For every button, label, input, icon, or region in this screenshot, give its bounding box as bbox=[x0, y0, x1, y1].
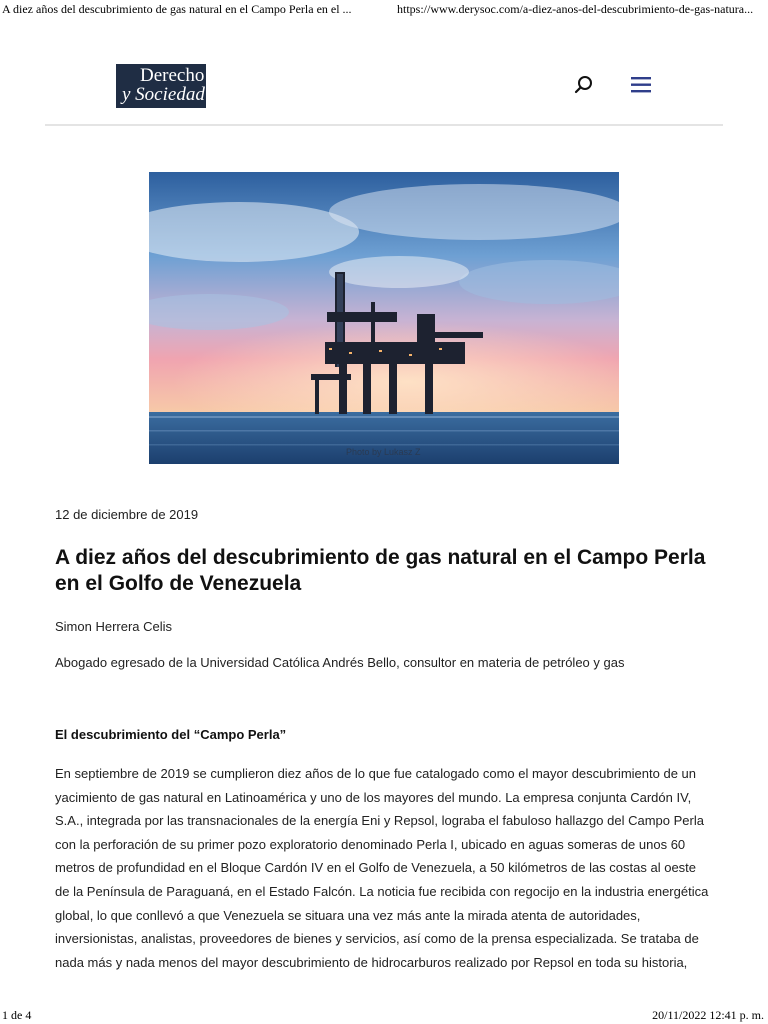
paragraph-line: con la perforación de su primer pozo exploratorio denominado Perla I, ubicado en aguas someras de unos 60 bbox=[55, 836, 686, 852]
print-page-number: 1 de 4 bbox=[2, 1008, 32, 1022]
article-author[interactable]: Simon Herrera Celis bbox=[55, 619, 173, 634]
oil-platform-photo bbox=[149, 172, 619, 464]
photo-credit: Photo by Lukasz Z bbox=[346, 447, 421, 457]
paragraph-line: yacimiento de gas natural en Latinoamérica y uno de los mayores del mundo. La empresa conjunta Cardón IV, bbox=[55, 789, 692, 805]
site-logo[interactable] bbox=[116, 64, 206, 108]
logo-line-1: Derecho bbox=[140, 65, 205, 86]
hero-image bbox=[149, 172, 619, 464]
paragraph-line: global, lo que conllevó a que Venezuela se situara una vez más ante la mirada atenta de autoridades, bbox=[55, 907, 641, 923]
logo-line-2: y Sociedad bbox=[122, 84, 205, 105]
print-header bbox=[0, 0, 768, 20]
article-title: A diez años del descubrimiento de gas natural en el Campo Perla en el Golfo de Venezuela bbox=[55, 546, 706, 595]
hamburger-menu-icon bbox=[629, 74, 653, 96]
article-date: 12 de diciembre de 2019 bbox=[55, 507, 199, 522]
menu-button[interactable] bbox=[629, 74, 653, 96]
author-bio: Abogado egresado de la Universidad Católica Andrés Bello, consultor en materia de petróleo y gas bbox=[55, 655, 625, 670]
site-header bbox=[45, 62, 723, 126]
search-button[interactable] bbox=[573, 74, 595, 96]
article-paragraph bbox=[55, 762, 715, 974]
paragraph-line: nada más y nada menos del mayor descubrimiento de hidrocarburos realizado por Repsol en toda su historia, bbox=[55, 954, 688, 970]
print-footer bbox=[0, 1008, 768, 1024]
print-page-url: https://www.derysoc.com/a-diez-anos-del-descubrimiento-de-gas-natura... bbox=[397, 2, 754, 16]
print-page-title: A diez años del descubrimiento de gas natural en el Campo Perla en el ... bbox=[2, 2, 352, 16]
paragraph-line: inversionistas, analistas, proveedores de bienes y servicios, así como de la prensa especializada. Se trataba de bbox=[55, 931, 699, 947]
paragraph-line: En septiembre de 2019 se cumplieron diez años de lo que fue catalogado como el mayor descubrimiento de un bbox=[55, 766, 697, 781]
section-heading: El descubrimiento del “Campo Perla” bbox=[55, 727, 287, 742]
paragraph-line: S.A., integrada por las transnacionales de la energía Eni y Repsol, lograba el fabuloso hallazgo del Campo Perla bbox=[55, 813, 704, 829]
paragraph-line: metros de profundidad en el Bloque Cardón IV en el Golfo de Venezuela, a 50 kilómetros de las costas al oeste bbox=[55, 860, 697, 876]
print-datetime: 20/11/2022 12:41 p. m. bbox=[652, 1008, 764, 1022]
search-icon bbox=[573, 74, 595, 96]
paragraph-line: de la Península de Paraguaná, en el Estado Falcón. La noticia fue recibida con regocijo en la industria energética bbox=[55, 883, 709, 899]
